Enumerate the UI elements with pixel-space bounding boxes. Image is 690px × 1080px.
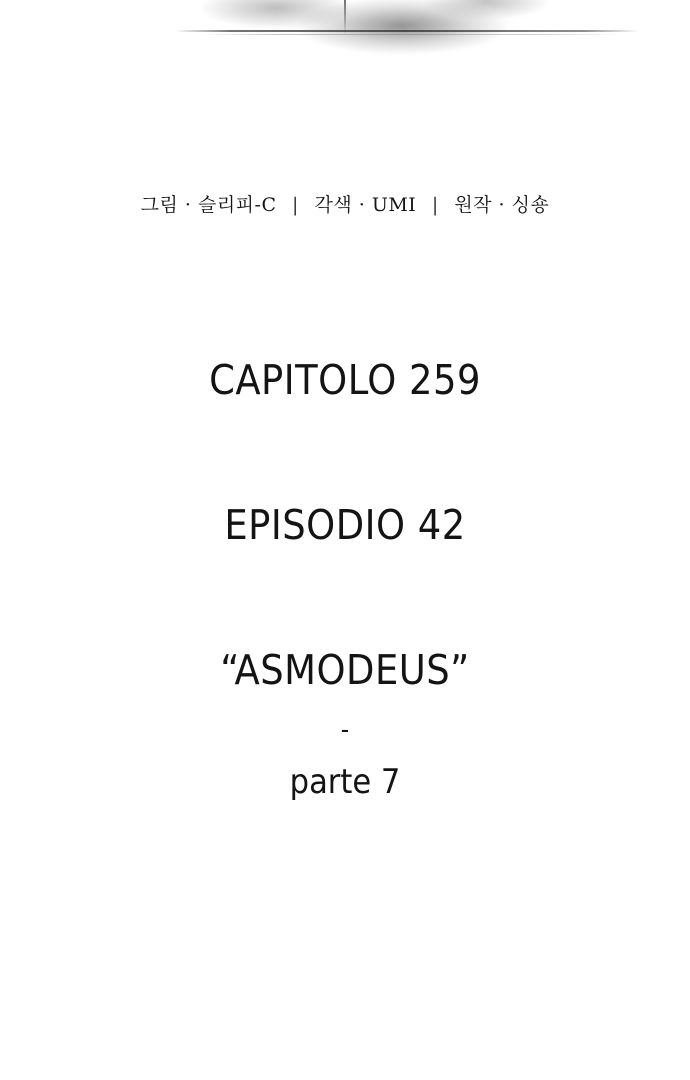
- cross-horizontal-stroke-secondary-icon: [200, 34, 620, 35]
- credit-separator-1: |: [292, 194, 299, 216]
- header-artwork: [0, 0, 690, 140]
- cross-horizontal-stroke-icon: [175, 30, 640, 32]
- title-block: [0, 356, 690, 802]
- credit-author: 원작 · 싱숑: [454, 194, 550, 216]
- chapter-number: CAPITOLO 259: [209, 356, 481, 404]
- part-label: parte 7: [289, 762, 401, 802]
- credit-colorist: 각색 · UMI: [314, 194, 417, 216]
- credit-artist: 그림 · 슬리피-C: [140, 194, 277, 216]
- credits-line: [0, 190, 690, 217]
- credit-separator-2: |: [431, 194, 439, 216]
- episode-title: “ASMODEUS”: [220, 646, 470, 694]
- episode-number: EPISODIO 42: [224, 501, 466, 549]
- title-dash: -: [340, 715, 350, 745]
- ink-smudge-icon: [150, 0, 570, 80]
